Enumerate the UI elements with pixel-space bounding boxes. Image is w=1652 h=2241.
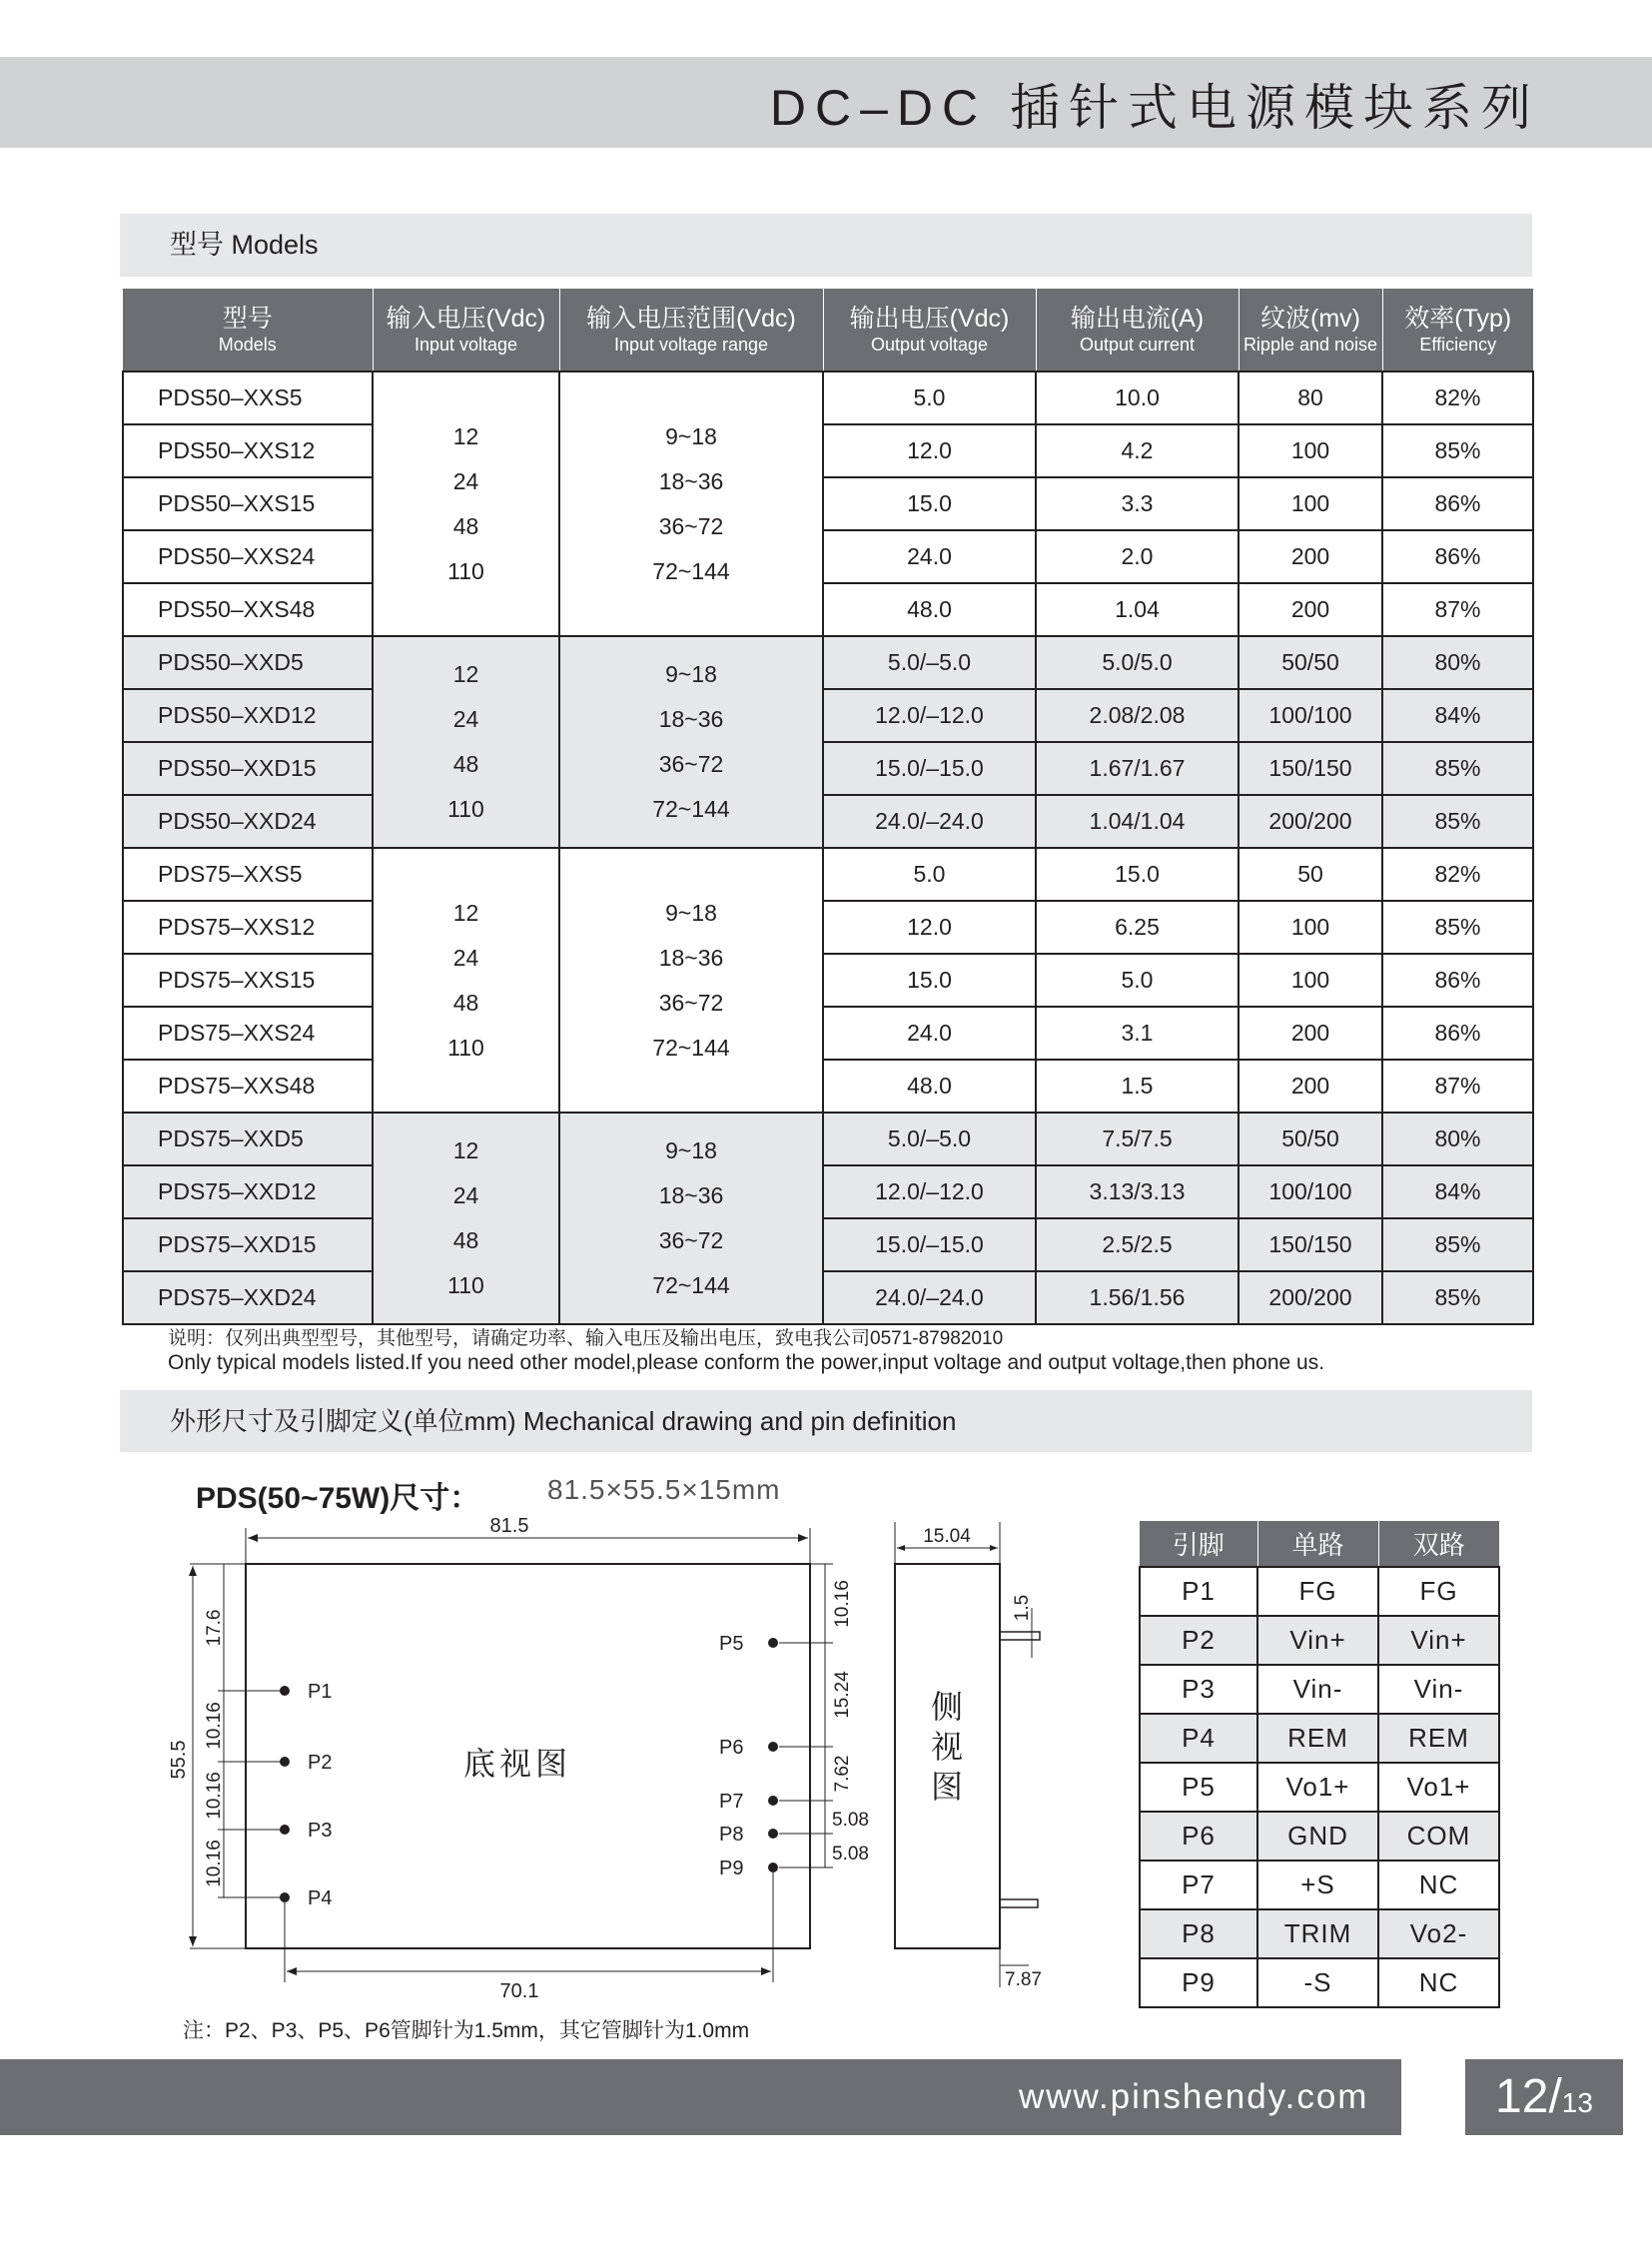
cell-efficiency: 87% [1382,583,1533,636]
input-voltage-value: 48 [452,1227,479,1253]
pin-definition-table [1139,1521,1500,2008]
table-row [123,1060,1533,1113]
cell-output-voltage: 15.0 [823,477,1036,530]
side-pin-bottom [1000,1899,1038,1907]
pin-label-p9: P9 [719,1858,744,1879]
dim-label-right-4: 5.08 [832,1844,869,1865]
cell-ripple: 200 [1239,1060,1382,1113]
cell-output-voltage: 5.0 [823,848,1036,901]
cell-model: PDS75–XXS5 [123,848,373,901]
pin-cell-pin: P3 [1140,1665,1257,1714]
arrow-icon [897,1545,905,1551]
dim-label-left-3: 10.16 [204,1840,225,1887]
cell-output-voltage: 48.0 [823,1060,1036,1113]
pin-table-header [1140,1521,1499,1567]
cell-input-range [559,636,823,848]
table-row [123,583,1533,636]
dim-label-right-2: 7.62 [832,1755,853,1793]
header-ripple: 纹波(mv) Ripple and noise [1239,289,1382,372]
cell-output-current: 1.04/1.04 [1036,795,1239,848]
cell-ripple: 200 [1239,583,1382,636]
pin-note: 注：P2、P3、P5、P6管脚针为1.5mm，其它管脚针为1.0mm [183,2019,750,2042]
cell-ripple: 80 [1239,372,1382,424]
input-range-value: 9~18 [665,1137,717,1163]
table-row [123,954,1533,1007]
cell-efficiency: 85% [1382,424,1533,477]
pin-label-p8: P8 [719,1824,744,1846]
cell-model: PDS75–XXS24 [123,1007,373,1060]
pin-cell-single: +S [1257,1861,1378,1909]
input-range-value: 9~18 [665,661,717,687]
pin-cell-pin: P1 [1140,1567,1257,1616]
pin-dot-p4 [280,1892,290,1902]
arrow-icon [189,1936,197,1946]
pin-label-p5: P5 [719,1633,744,1655]
pin-cell-single: GND [1257,1812,1378,1861]
pin-label-p2: P2 [308,1752,333,1774]
cell-model: PDS75–XXS12 [123,901,373,954]
mechanical-drawing [140,1508,1079,2007]
cell-ripple: 200 [1239,1007,1382,1060]
cell-output-voltage: 12.0/–12.0 [823,1165,1036,1218]
pin-table-body [1140,1567,1499,2007]
side-view-label-2: 视 [930,1729,964,1765]
cell-model: PDS50–XXS15 [123,477,373,530]
header-output-voltage: 输出电压(Vdc) Output voltage [823,289,1036,372]
table-row [123,424,1533,477]
side-pin-top [1000,1632,1040,1640]
cell-output-current: 7.5/7.5 [1036,1113,1239,1165]
input-range-value: 18~36 [658,1182,724,1208]
cell-model: PDS50–XXS24 [123,530,373,583]
cell-output-voltage: 24.0 [823,1007,1036,1060]
dim-label-left-1: 10.16 [204,1702,225,1750]
cell-input-voltage [373,1113,559,1324]
side-view-label-3: 图 [930,1769,964,1805]
table-row [123,848,1533,901]
pin-cell-dual: Vin+ [1378,1616,1499,1665]
input-voltage-value: 110 [447,557,484,584]
cell-output-current: 10.0 [1036,372,1239,424]
cell-efficiency: 80% [1382,636,1533,689]
table-row [123,477,1533,530]
cell-input-voltage [373,636,559,848]
input-range-value: 9~18 [665,899,717,926]
dim-label-right-1: 15.24 [832,1671,853,1719]
table-row [123,795,1533,848]
cell-output-current: 1.56/1.56 [1036,1271,1239,1324]
cell-output-voltage: 12.0/–12.0 [823,689,1036,742]
pin-dot-p7 [768,1796,778,1806]
cell-output-current: 1.04 [1036,583,1239,636]
pin-header-single: 单路 [1257,1521,1378,1567]
input-range-value: 36~72 [658,751,724,777]
dim-label-right-top: 10.16 [832,1580,853,1628]
cell-efficiency: 85% [1382,795,1533,848]
pin-row [1140,1763,1499,1812]
models-table-body [123,372,1533,1324]
cell-ripple: 150/150 [1239,742,1382,795]
cell-ripple: 50 [1239,848,1382,901]
input-voltage-value: 110 [447,796,484,822]
dim-label-side-pin: 1.5 [1012,1594,1033,1622]
input-voltage-value: 12 [452,422,479,449]
cell-input-voltage [373,372,559,636]
cell-model: PDS50–XXD12 [123,689,373,742]
cell-model: PDS75–XXD12 [123,1165,373,1218]
cell-ripple: 100 [1239,477,1382,530]
input-voltage-value: 24 [452,944,479,971]
cell-output-current: 4.2 [1036,424,1239,477]
section-bar-models [120,214,1532,277]
models-table [122,289,1534,1325]
pin-label-p4: P4 [308,1887,333,1909]
page-number: 12/13 [1465,2059,1623,2135]
cell-model: PDS75–XXD24 [123,1271,373,1324]
input-range-value: 72~144 [652,1034,730,1061]
dim-label-right-3: 5.08 [832,1810,869,1831]
dim-label-height: 55.5 [168,1740,190,1780]
cell-output-voltage: 12.0 [823,901,1036,954]
cell-ripple: 100 [1239,424,1382,477]
cell-efficiency: 85% [1382,901,1533,954]
pin-dot-p8 [768,1829,778,1839]
pin-dot-p6 [768,1742,778,1752]
table-row [123,1271,1533,1324]
pin-cell-pin: P2 [1140,1616,1257,1665]
cell-efficiency: 86% [1382,1007,1533,1060]
cell-output-current: 1.5 [1036,1060,1239,1113]
pin-label-p1: P1 [308,1681,333,1703]
pin-cell-dual: Vo2- [1378,1909,1499,1958]
section-title-mechanical: 外形尺寸及引脚定义(单位mm) Mechanical drawing and pin definition [170,1406,957,1436]
pin-cell-single: REM [1257,1714,1378,1763]
cell-output-current: 3.13/3.13 [1036,1165,1239,1218]
table-row [123,742,1533,795]
pin-cell-dual: NC [1378,1861,1499,1909]
pin-dot-p5 [768,1638,778,1648]
input-range-value: 18~36 [658,706,724,732]
input-voltage-value: 24 [452,706,479,732]
input-range-value: 72~144 [652,1272,730,1298]
cell-model: PDS50–XXD15 [123,742,373,795]
pin-row [1140,1909,1499,1958]
page-current: 12 [1495,2070,1549,2123]
pin-cell-dual: NC [1378,1958,1499,2007]
arrow-icon [287,1967,297,1975]
pin-cell-single: Vo1+ [1257,1763,1378,1812]
page-total: 13 [1561,2087,1593,2118]
cell-output-voltage: 15.0 [823,954,1036,1007]
pin-cell-dual: FG [1378,1567,1499,1616]
pin-cell-single: Vin- [1257,1665,1378,1714]
bottom-view-label: 底视图 [462,1746,572,1782]
section-title-models: 型号 Models [170,230,319,260]
header-models: 型号 Models [123,289,373,372]
dim-label-pin-span: 70.1 [499,1980,539,2002]
cell-ripple: 50/50 [1239,636,1382,689]
cell-efficiency: 87% [1382,1060,1533,1113]
pin-cell-pin: P5 [1140,1763,1257,1812]
pin-cell-single: Vin+ [1257,1616,1378,1665]
dim-label-left-top: 17.6 [204,1609,225,1647]
cell-input-range [559,1113,823,1324]
page-title: DC–DC 插针式电源模块系列 [769,80,1540,136]
cell-output-voltage: 24.0 [823,530,1036,583]
models-table-header [123,289,1533,372]
table-row [123,372,1533,424]
cell-model: PDS75–XXD15 [123,1218,373,1271]
input-voltage-value: 48 [452,751,479,777]
arrow-icon [248,1534,258,1542]
dim-label-side-offset: 7.87 [1005,1969,1042,1990]
header-input-range: 输入电压范围(Vdc) Input voltage range [559,289,823,372]
pin-cell-dual: Vin- [1378,1665,1499,1714]
cell-efficiency: 86% [1382,954,1533,1007]
cell-ripple: 100 [1239,954,1382,1007]
table-row [123,530,1533,583]
dimension-value: 81.5×55.5×15mm [547,1474,781,1505]
input-range-value: 9~18 [665,422,717,449]
header-output-current: 输出电流(A) Output current [1036,289,1239,372]
cell-ripple: 100/100 [1239,689,1382,742]
cell-output-current: 3.1 [1036,1007,1239,1060]
input-range-value: 72~144 [652,557,730,584]
input-voltage-value: 48 [452,512,479,539]
cell-model: PDS50–XXD5 [123,636,373,689]
table-row [123,1218,1533,1271]
pin-dot-p1 [280,1686,290,1696]
footer-url: www.pinshendy.com [1019,2077,1369,2116]
table-row [123,1007,1533,1060]
cell-model: PDS50–XXS5 [123,372,373,424]
cell-efficiency: 86% [1382,477,1533,530]
cell-output-current: 3.3 [1036,477,1239,530]
pin-cell-dual: Vo1+ [1378,1763,1499,1812]
side-view-label-1: 侧 [930,1689,964,1725]
header-input-voltage: 输入电压(Vdc) Input voltage [373,289,559,372]
pin-label-p6: P6 [719,1737,744,1759]
pin-cell-pin: P9 [1140,1958,1257,2007]
cell-ripple: 200 [1239,530,1382,583]
pin-row [1140,1616,1499,1665]
dim-label-left-2: 10.16 [204,1772,225,1820]
cell-output-voltage: 12.0 [823,424,1036,477]
cell-output-voltage: 48.0 [823,583,1036,636]
table-row [123,689,1533,742]
input-voltage-value: 110 [447,1034,484,1061]
header-efficiency: 效率(Typ) Efficiency [1382,289,1533,372]
pin-header-pin: 引脚 [1140,1521,1257,1567]
pin-label-p3: P3 [308,1820,333,1842]
cell-ripple: 100/100 [1239,1165,1382,1218]
cell-ripple: 200/200 [1239,1271,1382,1324]
cell-output-voltage: 5.0/–5.0 [823,1113,1036,1165]
cell-model: PDS75–XXS15 [123,954,373,1007]
input-voltage-value: 24 [452,467,479,494]
cell-output-voltage: 5.0/–5.0 [823,636,1036,689]
pin-cell-dual: REM [1378,1714,1499,1763]
pin-row [1140,1861,1499,1909]
cell-output-voltage: 15.0/–15.0 [823,1218,1036,1271]
input-voltage-value: 48 [452,989,479,1016]
pin-cell-pin: P8 [1140,1909,1257,1958]
arrow-icon [189,1566,197,1576]
table-row [123,1113,1533,1165]
pin-cell-pin: P7 [1140,1861,1257,1909]
input-range-value: 36~72 [658,512,724,539]
input-voltage-value: 12 [452,899,479,926]
arrow-icon [761,1967,771,1975]
cell-output-current: 15.0 [1036,848,1239,901]
cell-efficiency: 82% [1382,372,1533,424]
cell-output-voltage: 24.0/–24.0 [823,1271,1036,1324]
cell-efficiency: 82% [1382,848,1533,901]
input-range-value: 36~72 [658,989,724,1016]
cell-efficiency: 84% [1382,689,1533,742]
input-voltage-value: 110 [447,1272,484,1298]
cell-ripple: 100 [1239,901,1382,954]
input-voltage-value: 12 [452,1137,479,1163]
pin-dot-p9 [768,1863,778,1872]
pin-cell-single: -S [1257,1958,1378,2007]
cell-efficiency: 86% [1382,530,1533,583]
cell-efficiency: 85% [1382,1271,1533,1324]
cell-output-voltage: 24.0/–24.0 [823,795,1036,848]
pin-dot-p3 [280,1825,290,1835]
cell-output-current: 2.08/2.08 [1036,689,1239,742]
table-row [123,901,1533,954]
cell-output-current: 2.5/2.5 [1036,1218,1239,1271]
cell-ripple: 150/150 [1239,1218,1382,1271]
input-voltage-value: 24 [452,1182,479,1208]
pin-row [1140,1958,1499,2007]
input-range-value: 72~144 [652,796,730,822]
cell-model: PDS50–XXS12 [123,424,373,477]
cell-efficiency: 84% [1382,1165,1533,1218]
input-range-value: 18~36 [658,467,724,494]
dim-label-side-width: 15.04 [923,1526,971,1547]
dimension-title: PDS(50~75W)尺寸： [196,1482,480,1515]
cell-model: PDS50–XXD24 [123,795,373,848]
table-row [123,636,1533,689]
input-range-value: 36~72 [658,1227,724,1253]
pin-row [1140,1567,1499,1616]
cell-efficiency: 85% [1382,742,1533,795]
cell-output-current: 1.67/1.67 [1036,742,1239,795]
cell-output-current: 5.0/5.0 [1036,636,1239,689]
cell-output-voltage: 15.0/–15.0 [823,742,1036,795]
pin-label-p7: P7 [719,1791,744,1813]
cell-input-range [559,848,823,1113]
cell-model: PDS75–XXS48 [123,1060,373,1113]
cell-ripple: 50/50 [1239,1113,1382,1165]
pin-dot-p2 [280,1757,290,1767]
input-voltage-value: 12 [452,661,479,687]
pin-cell-dual: COM [1378,1812,1499,1861]
arrow-icon [990,1545,998,1551]
cell-output-voltage: 5.0 [823,372,1036,424]
cell-model: PDS50–XXS48 [123,583,373,636]
pin-header-dual: 双路 [1378,1521,1499,1567]
pin-cell-pin: P4 [1140,1714,1257,1763]
pin-row [1140,1714,1499,1763]
cell-input-range [559,372,823,636]
pin-cell-pin: P6 [1140,1812,1257,1861]
cell-efficiency: 85% [1382,1218,1533,1271]
cell-ripple: 200/200 [1239,795,1382,848]
input-range-value: 18~36 [658,944,724,971]
cell-model: PDS75–XXD5 [123,1113,373,1165]
cell-output-current: 2.0 [1036,530,1239,583]
pin-row [1140,1665,1499,1714]
note-english: Only typical models listed.If you need other model,please conform the power,input voltage and output voltage,then phone us. [168,1351,1325,1374]
cell-efficiency: 80% [1382,1113,1533,1165]
cell-input-voltage [373,848,559,1113]
table-row [123,1165,1533,1218]
pin-row [1140,1812,1499,1861]
pin-cell-single: FG [1257,1567,1378,1616]
cell-output-current: 6.25 [1036,901,1239,954]
cell-output-current: 5.0 [1036,954,1239,1007]
pin-cell-single: TRIM [1257,1909,1378,1958]
arrow-icon [798,1534,808,1542]
dim-label-width: 81.5 [489,1515,529,1537]
note-chinese: 说明：仅列出典型型号，其他型号，请确定功率、输入电压及输出电压，致电我公司0571-87982010 [168,1328,1004,1349]
